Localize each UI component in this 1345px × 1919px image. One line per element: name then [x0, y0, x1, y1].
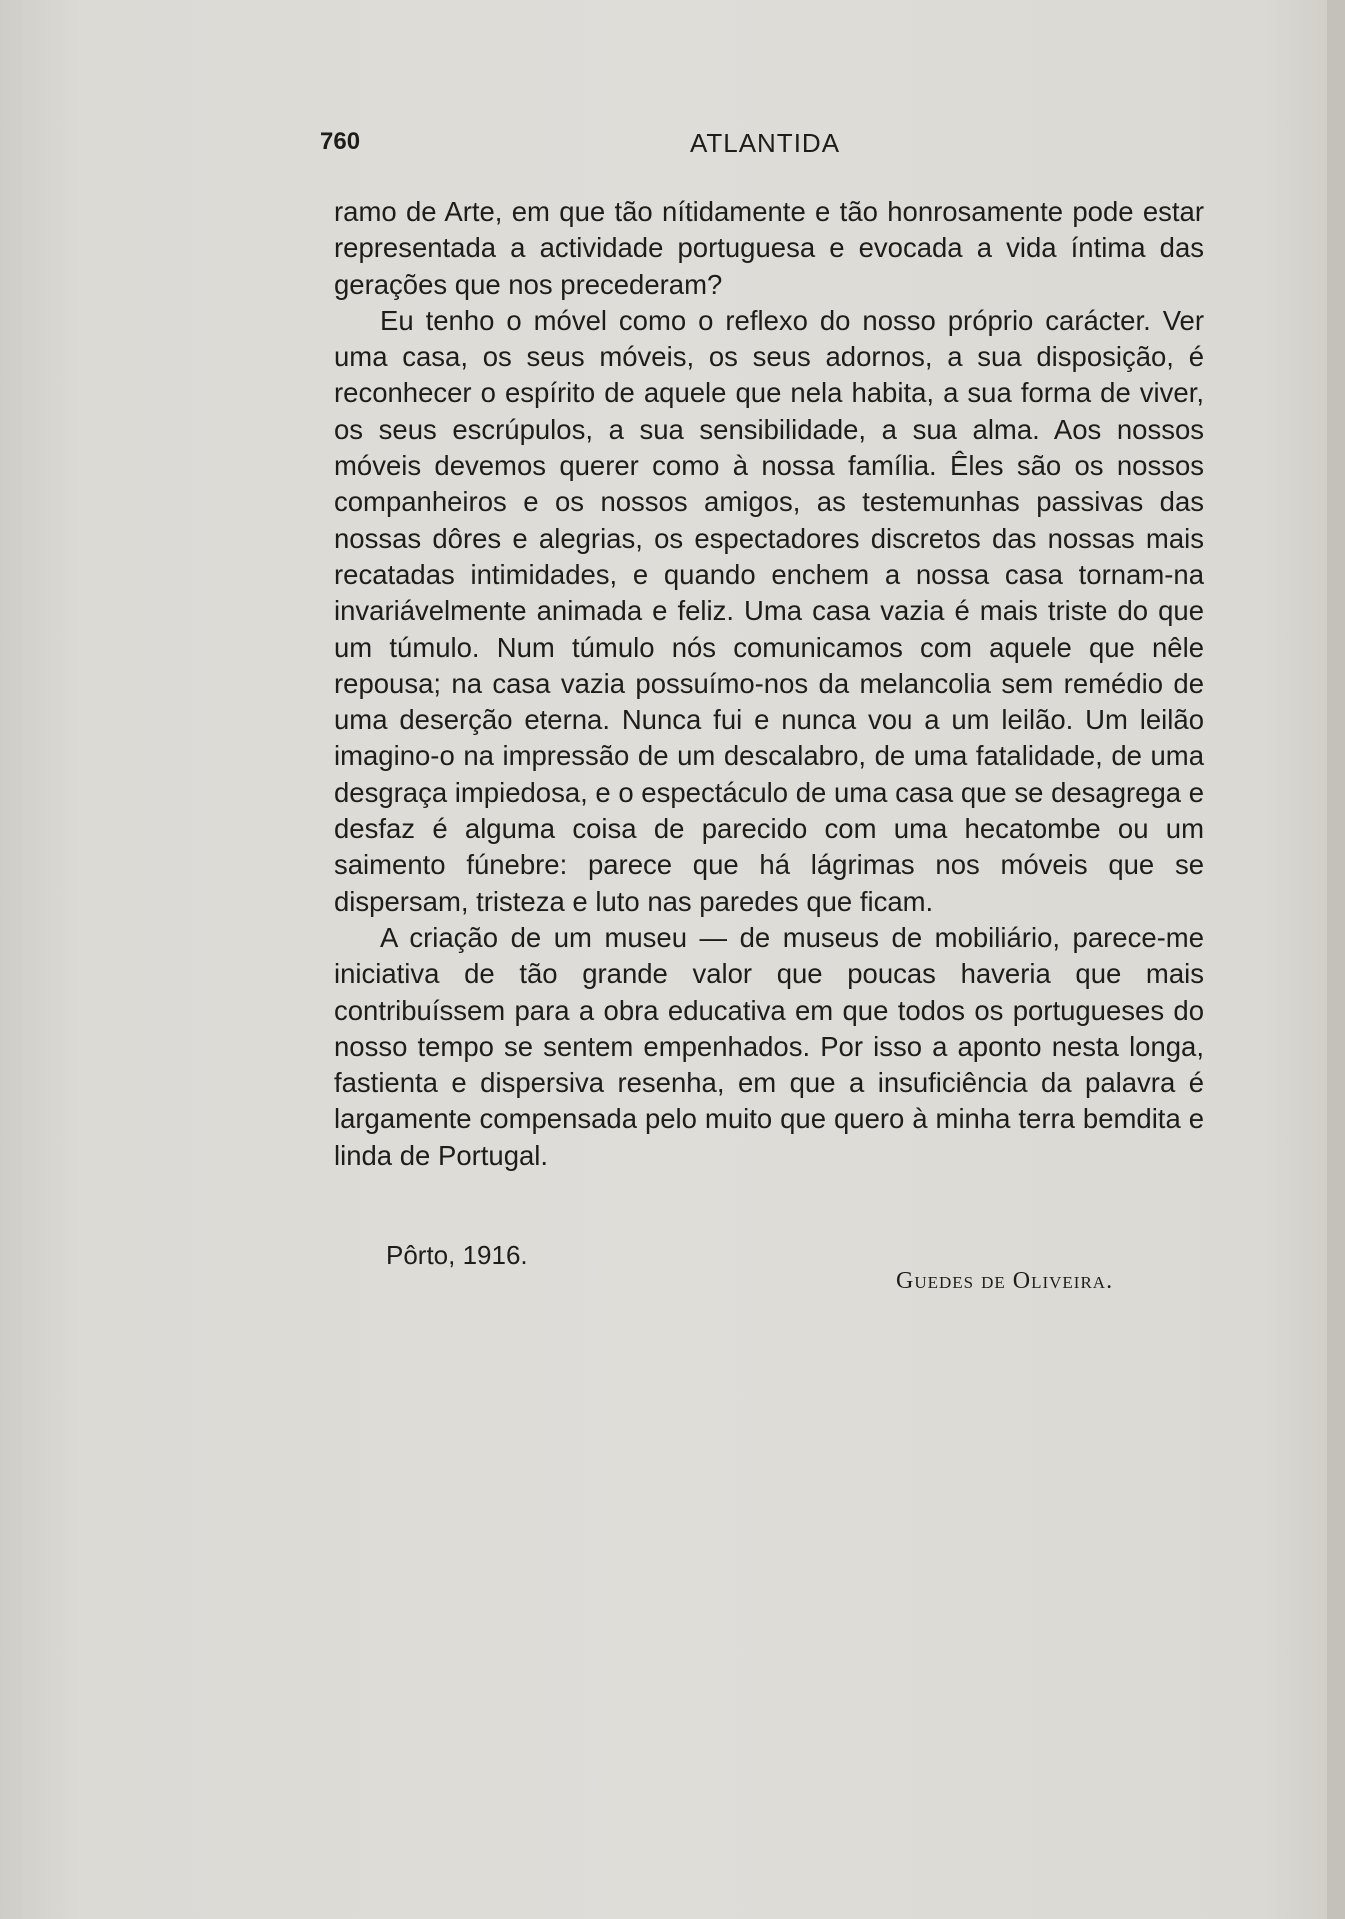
paragraph-continuation: ramo de Arte, em que tão nítidamente e tão honrosamente pode estar representada a actividade portuguesa e evocada a vida íntima das gerações que nos precederam? — [334, 196, 1204, 300]
page-edge — [1327, 0, 1345, 1919]
author-signature: Guedes de Oliveira. — [896, 1268, 1114, 1294]
page-number: 760 — [320, 128, 361, 155]
paragraph: Eu tenho o móvel como o reflexo do nosso próprio carácter. Ver uma casa, os seus móveis, os seus adornos, a sua disposição, é reconhecer o espírito de aquele que nela habita, a sua forma de viver, os seus escrúpulos, a sua sensibilidade, a sua alma. Aos nossos móveis devemos querer como à nossa família. Êles são os nossos companheiros e os nossos amigos, as testemunhas passivas das nossas dôres e alegrias, os espectadores discretos das nossas mais recatadas intimidades, e quando enchem a nossa casa tornam-na invariávelmente animada e feliz. Uma casa vazia é mais triste do que um túmulo. Num túmulo nós comunicamos com aquele que nêle repousa; na casa vazia possuímo-nos da melancolia sem remédio de uma deserção eterna. Nunca fui e nunca vou a um leilão. Um leilão imagino-o na impressão de um descalabro, de uma fatalidade, de uma desgraça impiedosa, e o espectáculo de uma casa que se desagrega e desfaz é alguma coisa de parecido com uma hecatombe ou um saimento fúnebre: parece que há lágrimas nos móveis que se dispersam, tristeza e luto nas paredes que ficam. — [334, 304, 1204, 917]
paragraph: A criação de um museu — de museus de mobiliário, parece-me iniciativa de tão grande valor que poucas haveria que mais contribuíssem para a obra educativa em que todos os portugueses do nosso tempo se sentem empenhados. Por isso a aponto nesta longa, fastienta e dispersiva resenha, em que a insuficiência da palavra é largamente compensada pelo muito que quero à minha terra bemdita e linda de Portugal. — [334, 921, 1204, 1171]
page-header — [320, 128, 1210, 162]
body-text — [334, 194, 1204, 1174]
place-date: Pôrto, 1916. — [386, 1240, 528, 1270]
running-title: ATLANTIDA — [689, 128, 841, 158]
